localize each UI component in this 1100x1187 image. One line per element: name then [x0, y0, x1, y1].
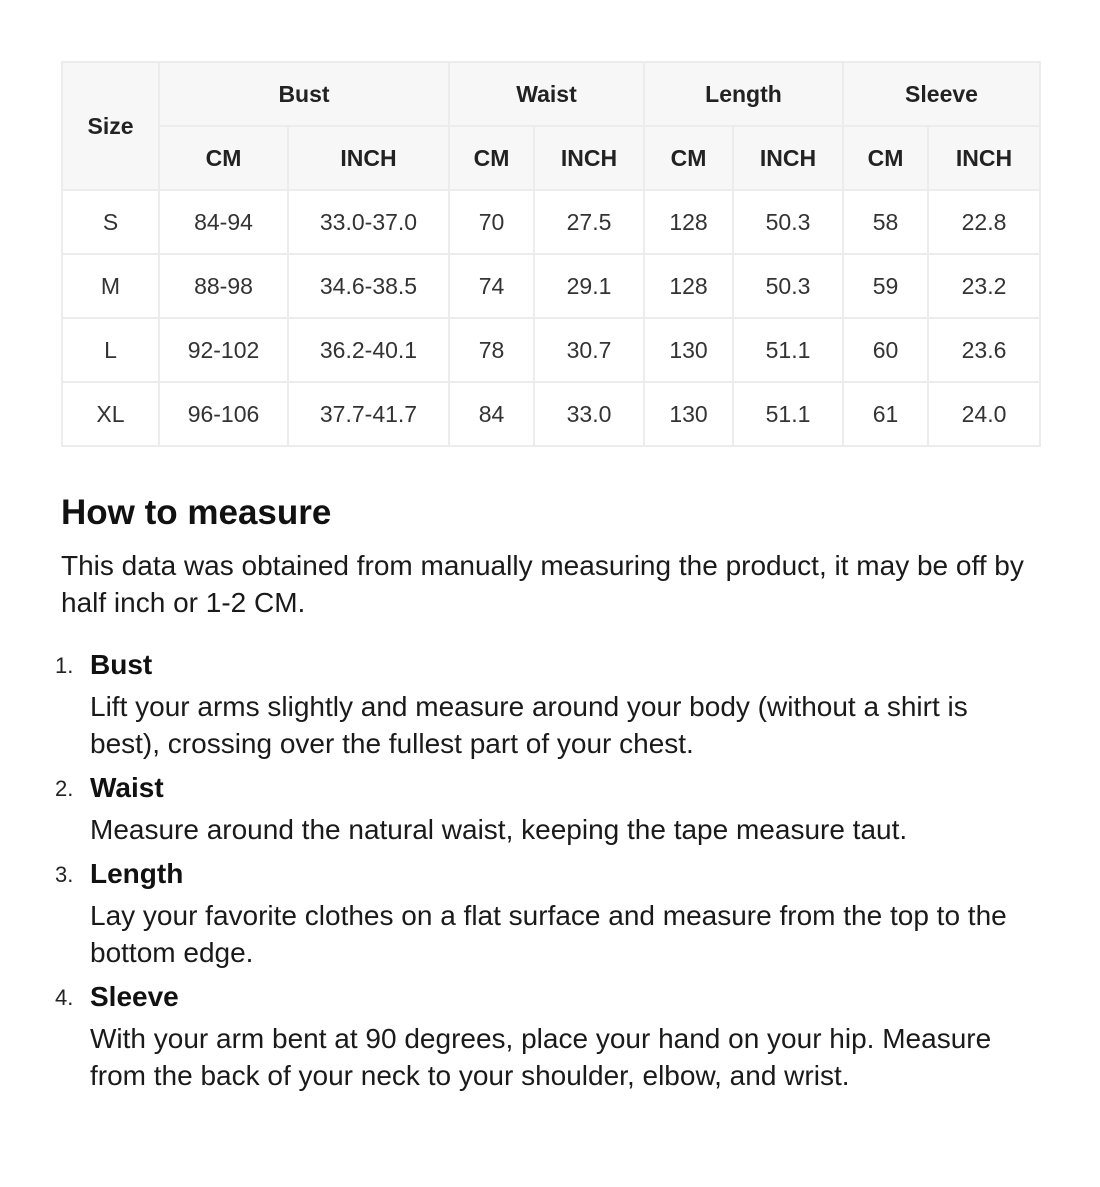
- step-number: 1.: [55, 653, 74, 678]
- table-cell: 23.2: [928, 254, 1040, 318]
- size-cell: XL: [62, 382, 159, 446]
- size-table: [61, 61, 1041, 447]
- step-number: 4.: [55, 985, 74, 1010]
- table-cell: 128: [644, 254, 733, 318]
- table-cell: 51.1: [733, 318, 843, 382]
- table-row: [62, 318, 1040, 382]
- table-cell: 92-102: [159, 318, 288, 382]
- step-title: Waist: [90, 772, 164, 803]
- table-row: [62, 382, 1040, 446]
- group-header-bust: Bust: [159, 62, 449, 126]
- list-item: [55, 768, 1039, 848]
- unit-header: CM: [449, 126, 534, 190]
- unit-header: INCH: [288, 126, 449, 190]
- step-number: 2.: [55, 776, 74, 801]
- table-cell: 51.1: [733, 382, 843, 446]
- size-cell: S: [62, 190, 159, 254]
- step-description: With your arm bent at 90 degrees, place your hand on your hip. Measure from the back of your neck to your shoulder, elbow, and wrist.: [90, 1023, 992, 1091]
- table-cell: 23.6: [928, 318, 1040, 382]
- step-title: Sleeve: [90, 981, 179, 1012]
- table-cell: 50.3: [733, 190, 843, 254]
- step-title: Bust: [90, 649, 153, 680]
- table-cell: 33.0: [534, 382, 644, 446]
- step-description: Lift your arms slightly and measure around your body (without a shirt is best), crossing over the fullest part of your chest.: [90, 691, 968, 759]
- how-to-measure-title: How to measure: [61, 493, 332, 532]
- step-title: Length: [90, 858, 184, 889]
- table-cell: 74: [449, 254, 534, 318]
- size-header: Size: [62, 62, 159, 190]
- header-row-units: [62, 126, 1040, 190]
- list-item: [55, 645, 1039, 762]
- unit-header: INCH: [534, 126, 644, 190]
- unit-header: INCH: [928, 126, 1040, 190]
- table-cell: 60: [843, 318, 928, 382]
- step-number: 3.: [55, 862, 74, 887]
- unit-header: INCH: [733, 126, 843, 190]
- table-cell: 27.5: [534, 190, 644, 254]
- table-cell: 24.0: [928, 382, 1040, 446]
- table-cell: 70: [449, 190, 534, 254]
- table-cell: 88-98: [159, 254, 288, 318]
- unit-header: CM: [843, 126, 928, 190]
- list-item: [55, 854, 1039, 971]
- table-cell: 36.2-40.1: [288, 318, 449, 382]
- table-cell: 29.1: [534, 254, 644, 318]
- table-cell: 78: [449, 318, 534, 382]
- unit-header: CM: [644, 126, 733, 190]
- unit-header: CM: [159, 126, 288, 190]
- header-row-groups: [62, 62, 1040, 126]
- size-guide: [55, 61, 1039, 1091]
- table-row: [62, 254, 1040, 318]
- list-item: [55, 977, 1039, 1094]
- table-cell: 59: [843, 254, 928, 318]
- step-description: Measure around the natural waist, keeping the tape measure taut.: [90, 814, 908, 845]
- group-header-sleeve: Sleeve: [843, 62, 1040, 126]
- table-cell: 96-106: [159, 382, 288, 446]
- table-cell: 58: [843, 190, 928, 254]
- table-cell: 22.8: [928, 190, 1040, 254]
- size-cell: M: [62, 254, 159, 318]
- table-cell: 33.0-37.0: [288, 190, 449, 254]
- group-header-length: Length: [644, 62, 843, 126]
- table-cell: 84: [449, 382, 534, 446]
- table-cell: 37.7-41.7: [288, 382, 449, 446]
- size-cell: L: [62, 318, 159, 382]
- table-cell: 30.7: [534, 318, 644, 382]
- table-cell: 128: [644, 190, 733, 254]
- table-cell: 34.6-38.5: [288, 254, 449, 318]
- table-cell: 130: [644, 318, 733, 382]
- measure-steps-list: [55, 645, 1039, 1100]
- table-row: [62, 190, 1040, 254]
- measure-intro: This data was obtained from manually measuring the product, it may be off by half inch or 1-2 CM.: [61, 550, 1024, 618]
- step-description: Lay your favorite clothes on a flat surface and measure from the top to the bottom edge.: [90, 900, 1007, 968]
- table-cell: 50.3: [733, 254, 843, 318]
- table-cell: 130: [644, 382, 733, 446]
- table-cell: 61: [843, 382, 928, 446]
- group-header-waist: Waist: [449, 62, 644, 126]
- table-cell: 84-94: [159, 190, 288, 254]
